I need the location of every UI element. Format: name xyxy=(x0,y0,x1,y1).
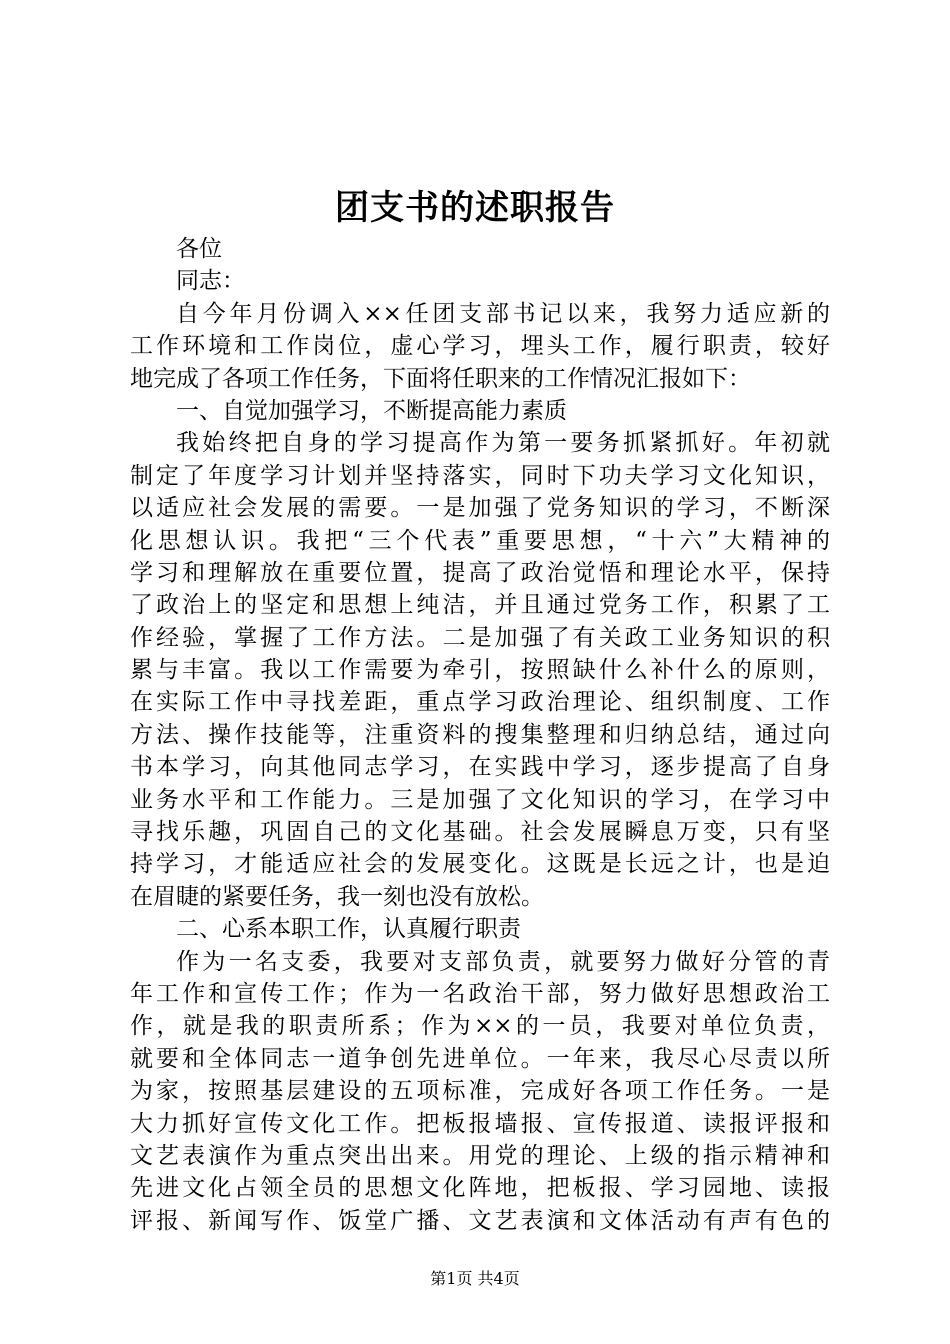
body-line: 方法、操作技能等，注重资料的搜集整理和归纳总结，通过向 xyxy=(130,721,830,748)
document-body xyxy=(130,233,830,1237)
body-line: 书本学习，向其他同志学习，在实践中学习，逐步提高了自身 xyxy=(130,754,830,781)
body-line: 大力抓好宣传文化工作。把板报墙报、宣传报道、读报评报和 xyxy=(130,1110,830,1137)
body-line: 各位 xyxy=(176,236,222,262)
body-line: 年工作和宣传工作；作为一名政治干部，努力做好思想政治工 xyxy=(130,980,830,1007)
body-line: 作为一名支委，我要对支部负责，就要努力做好分管的青 xyxy=(176,948,830,975)
body-line: 工作环境和工作岗位，虚心学习，埋头工作，履行职责，较好 xyxy=(130,333,830,360)
body-line: 自今年月份调入××任团支部书记以来，我努力适应新的 xyxy=(176,300,830,327)
body-line: 文艺表演作为重点突出出来。用党的理论、上级的指示精神和 xyxy=(130,1142,830,1169)
body-line: 业务水平和工作能力。三是加强了文化知识的学习，在学习中 xyxy=(130,786,830,813)
body-line: 作经验，掌握了工作方法。二是加强了有关政工业务知识的积 xyxy=(130,624,830,651)
body-line: 就要和全体同志一道争创先进单位。一年来，我尽心尽责以所 xyxy=(130,1045,830,1072)
page-footer: 第1页 共4页 xyxy=(430,1269,520,1288)
body-line: 学习和理解放在重要位置，提高了政治觉悟和理论水平，保持 xyxy=(130,559,830,586)
body-line: 化思想认识。我把“三个代表”重要思想，“十六”大精神的 xyxy=(130,527,830,554)
body-line: 二、心系本职工作，认真履行职责 xyxy=(176,916,521,943)
body-line: 在眉睫的紧要任务，我一刻也没有放松。 xyxy=(130,883,544,910)
body-line: 评报、新闻写作、饭堂广播、文艺表演和文体活动有声有色的 xyxy=(130,1207,830,1234)
body-line: 制定了年度学习计划并坚持落实，同时下功夫学习文化知识， xyxy=(130,462,830,489)
body-line: 我始终把自身的学习提高作为第一要务抓紧抓好。年初就 xyxy=(176,430,830,457)
body-line: 在实际工作中寻找差距，重点学习政治理论、组织制度、工作 xyxy=(130,689,830,716)
body-line: 累与丰富。我以工作需要为牵引，按照缺什么补什么的原则， xyxy=(130,657,830,684)
body-line: 先进文化占领全员的思想文化阵地，把板报、学习园地、读报 xyxy=(130,1175,830,1202)
body-line: 为家，按照基层建设的五项标准，完成好各项工作任务。一是 xyxy=(130,1078,830,1105)
body-line: 作，就是我的职责所系；作为××的一员，我要对单位负责， xyxy=(130,1013,830,1040)
body-line: 以适应社会发展的需要。一是加强了党务知识的学习，不断深 xyxy=(130,495,830,522)
body-line: 同志： xyxy=(176,268,245,295)
body-line: 持学习，才能适应社会的发展变化。这既是长远之计，也是迫 xyxy=(130,851,830,878)
body-line: 了政治上的坚定和思想上纯洁，并且通过党务工作，积累了工 xyxy=(130,592,830,619)
body-line: 一、自觉加强学习，不断提高能力素质 xyxy=(176,397,567,424)
body-line: 寻找乐趣，巩固自己的文化基础。社会发展瞬息万变，只有坚 xyxy=(130,819,830,846)
body-line: 地完成了各项工作任务，下面将任职来的工作情况汇报如下： xyxy=(130,365,751,392)
document-title: 团支书的述职报告 xyxy=(335,188,615,228)
